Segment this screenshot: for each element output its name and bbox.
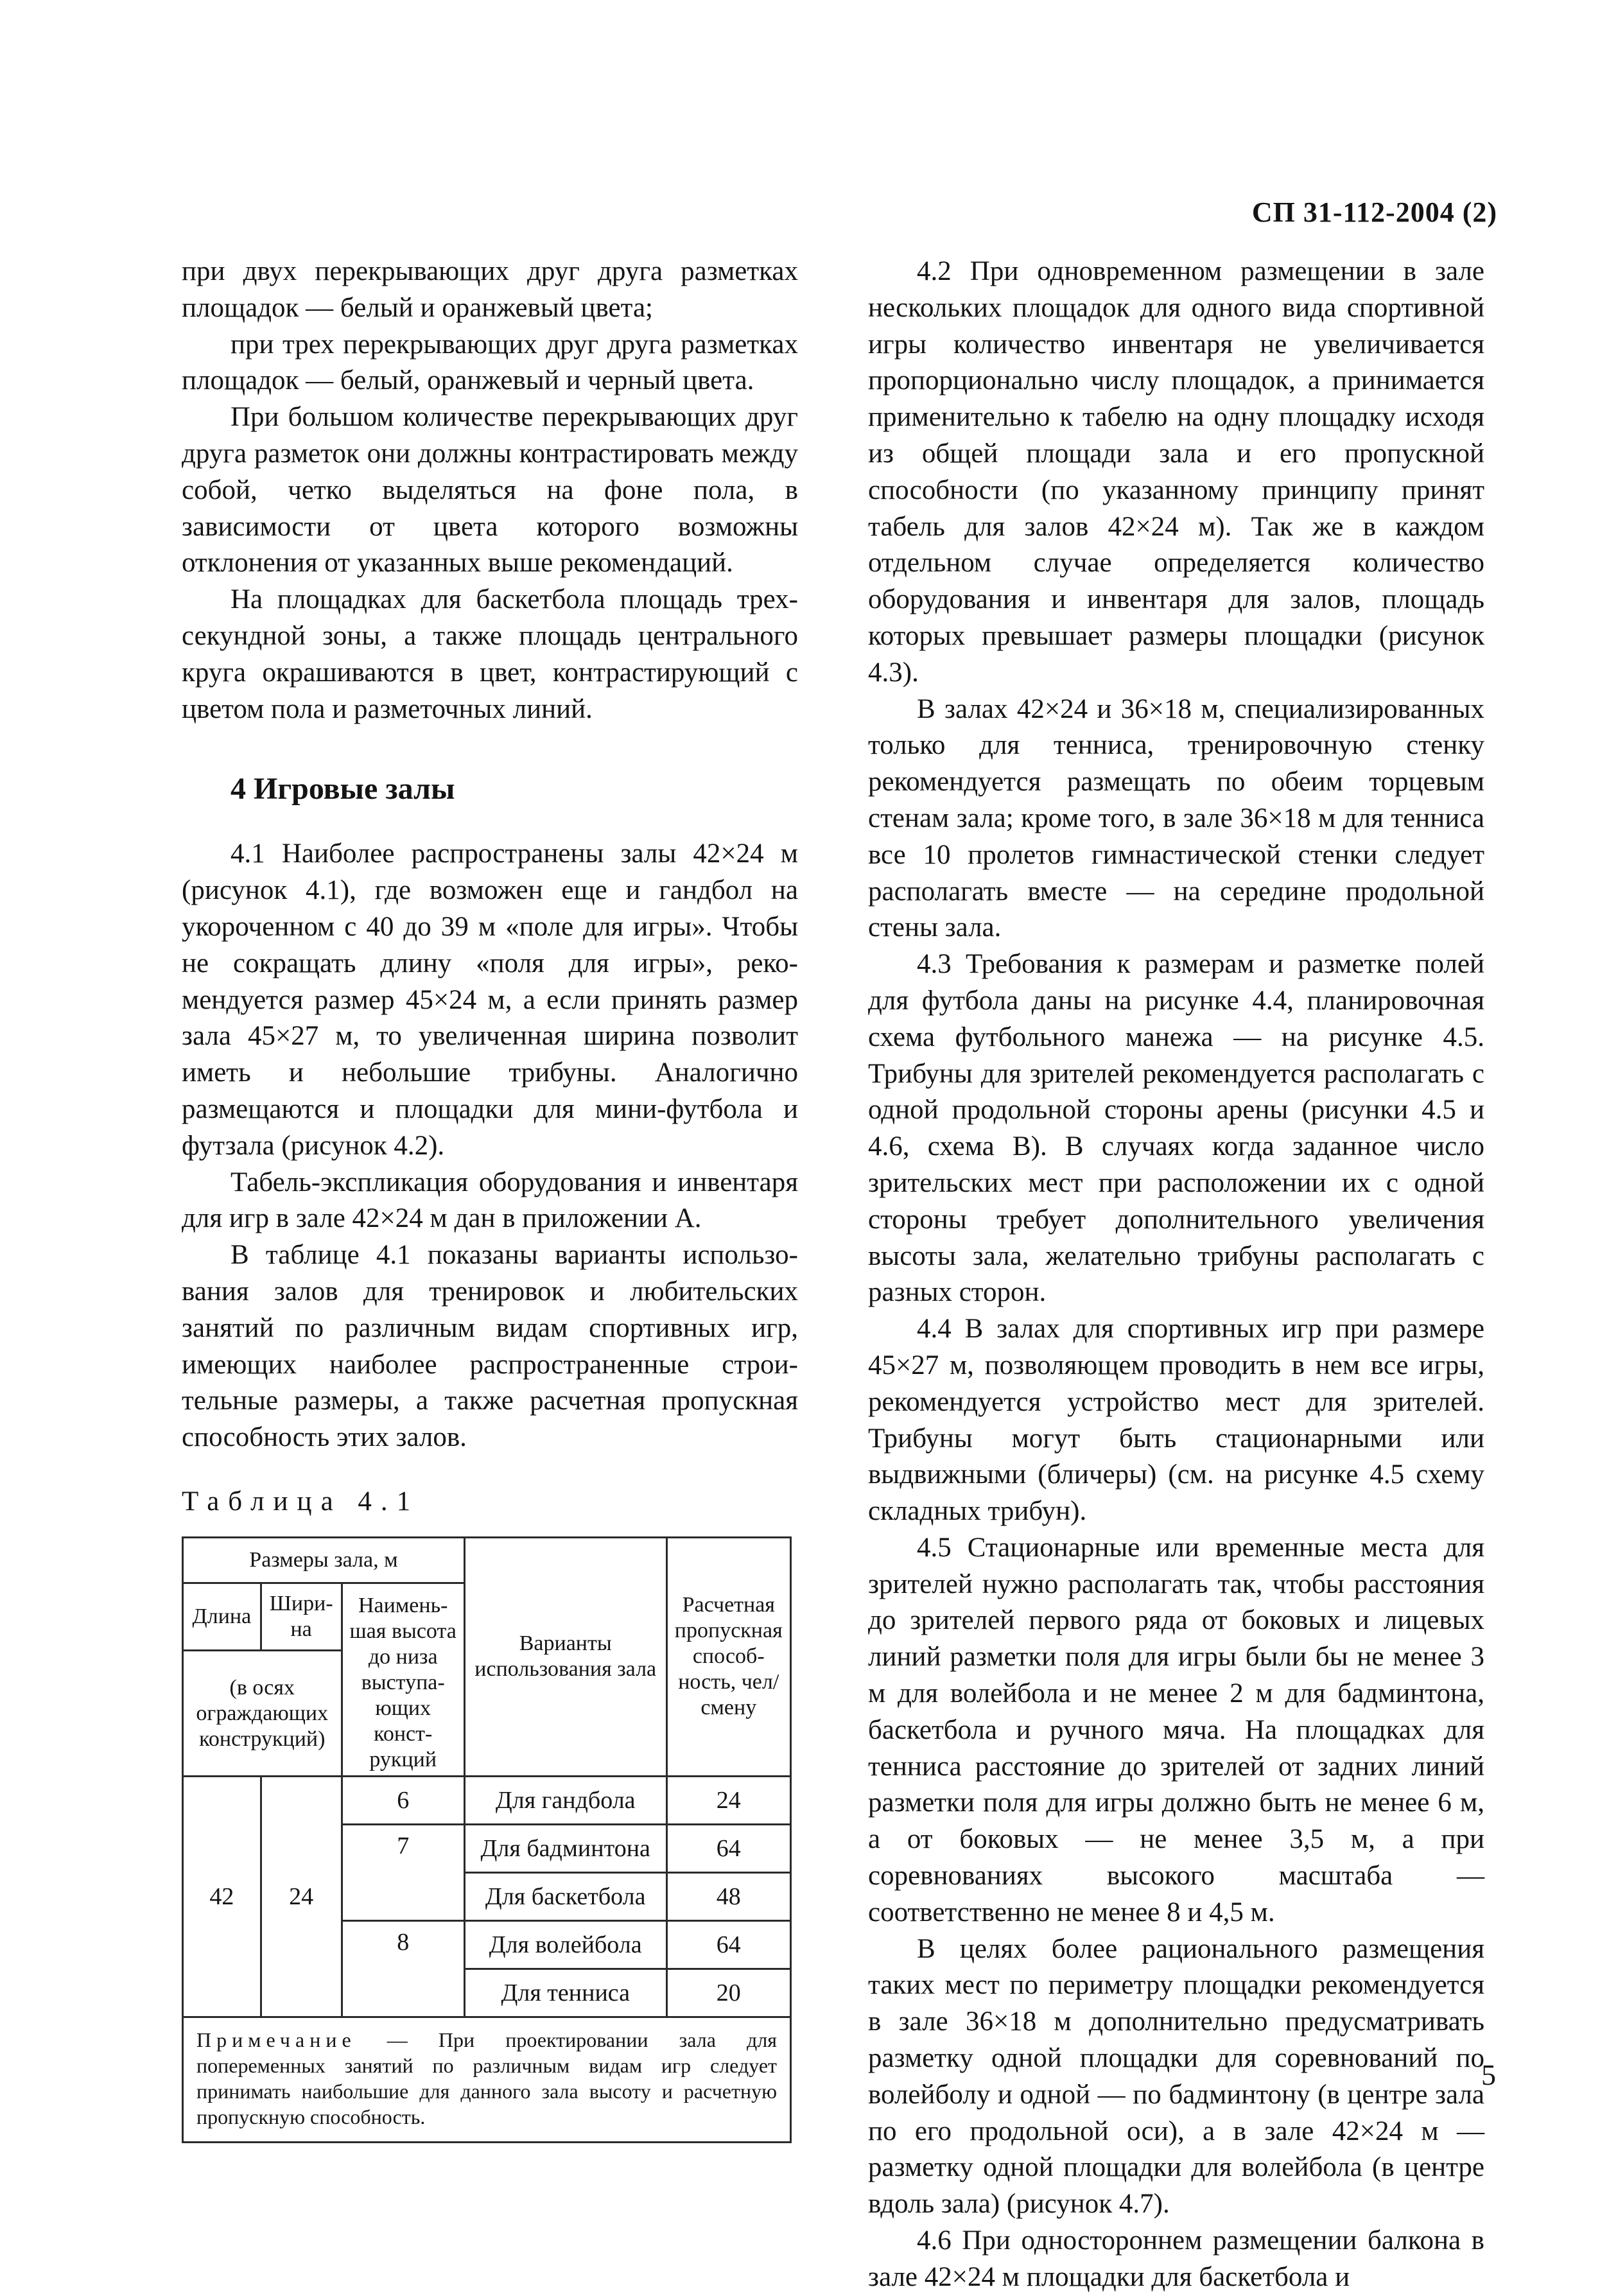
- cell-height: 6: [342, 1776, 464, 1824]
- cell-capacity: 64: [666, 1920, 790, 1969]
- paragraph: 4.4 В залах для спортивных игр при размере 45×27 м, позволяющем проводить в нем все игры, рекомендуется устройство мест для зрителей. Трибуны могут быть стационарными или выдвижными (бличеры) (см. на рисунке 4.5 схему складных трибун).: [868, 1314, 1484, 1527]
- paragraph: В целях более рационального размещения таких мест по периметру площадки рекомендуется в зале 36×18 м дополнительно предусматривать разметку одной площадки для соревнований по волейболу и одной — по бадминтону (в центре зала по его продольной оси), а в зале 42×24 м — разметку одной площадки для волейбола (в центре вдоль зала) (рисунок 4.7).: [868, 1933, 1484, 2220]
- header-axes-note: (в осях ограждающих конструкций): [183, 1651, 342, 1777]
- paragraph: при двух перекрывающих друг друга разметках площадок — белый и оранжевый цвета;: [182, 256, 798, 323]
- paragraph: При большом количестве перекрывающих друг друга разметок они должны контрастировать между собой, четко выделяться на фоне пола, в зависимости от цвета которого возможны отклонения от указанных выше рекомендаций.: [182, 402, 798, 578]
- cell-height: 7: [342, 1824, 464, 1920]
- paragraph: 4.6 При одностороннем размещении балкона в зале 42×24 м площадки для баскетбола и: [868, 2225, 1484, 2292]
- paragraph: 4.3 Требования к размерам и разметке полей для футбола даны на рисунке 4.4, планировочная схема футбольного манежа — на рисунке 4.5. Трибуны для зрителей рекомендуется располагать с одной продольной стороны арены (рисунки 4.5 и 4.6, схема В). В случаях когда заданное число зрительских мест при расположении их с одной стороны требует дополнительного увеличения высоты зала, желательно трибуны располагать с разных сторон.: [868, 949, 1484, 1308]
- header-capacity: Расчетная пропускная способность, чел/смену: [666, 1537, 790, 1776]
- cell-variant: Для гандбола: [464, 1776, 666, 1824]
- cell-capacity: 48: [666, 1872, 790, 1920]
- cell-variant: Для баскетбола: [464, 1872, 666, 1920]
- header-sizes: Размеры зала, м: [183, 1537, 465, 1583]
- table-4-1: [182, 1536, 792, 2143]
- header-variants: Варианты использования зала: [464, 1537, 666, 1776]
- header-length: Длина: [183, 1583, 261, 1650]
- header-min-height: Наименьшая высота до низа выступающих конструкций: [342, 1583, 464, 1776]
- table-caption: Таблица 4.1: [182, 1486, 420, 1517]
- paragraph: 4.1 Наиболее распространены залы 42×24 м (рисунок 4.1), где возможен еще и гандбол на укороченном с 40 до 39 м «поле для игры». Чтобы не сокращать длину «поля для игры», рекомендуется размер 45×24 м, а если принять размер зала 45×27 м, то увеличенная ширина позволит иметь и небольшие трибуны. Аналогично размещаются и площадки для мини-футбола и футзала (рисунок 4.2).: [182, 839, 798, 1161]
- note-text: — При проектировании зала для попеременных занятий по различным видам игр следует принимать наибольшие для данного зала высоту и расчетную пропускную способность.: [196, 2028, 777, 2128]
- cell-length: 42: [183, 1776, 261, 2017]
- paragraph: 4.2 При одновременном размещении в зале нескольких площадок для одного вида спортивной игры количество инвентаря не увеличивается пропорционально числу площадок, а принимается применительно к табелю на одну площадку исходя из общей площади зала и его пропускной способности (по указанному принципу принят табель для залов 42×24 м). Так же в каждом отдельном случае определяется количество оборудования и инвентаря для залов, площадь которых превышает размеры площадки (рисунок 4.3).: [868, 256, 1484, 688]
- cell-height: 8: [342, 1920, 464, 2017]
- paragraph: В таблице 4.1 показаны варианты использования залов для тренировок и любительских занятий по различным видам спортивных игр, имеющих наиболее распространенные строительные размеры, а также расчетная пропускная способность этих залов.: [182, 1240, 798, 1453]
- paragraph: при трех перекрывающих друг друга разметках площадок — белый, оранжевый и черный цвета.: [182, 329, 798, 396]
- document-header: СП 31-112-2004 (2): [1251, 196, 1497, 228]
- cell-capacity: 24: [666, 1776, 790, 1824]
- paragraph: Табель-экспликация оборудования и инвентаря для игр в зале 42×24 м дан в приложении А.: [182, 1167, 798, 1234]
- cell-capacity: 20: [666, 1969, 790, 2017]
- cell-variant: Для тенниса: [464, 1969, 666, 2017]
- cell-width: 24: [261, 1776, 342, 2017]
- paragraph: На площадках для баскетбола площадь трехсекундной зоны, а также площадь центрального круга окрашиваются в цвет, контрастирующий с цветом пола и разметочных линий.: [182, 584, 798, 724]
- cell-capacity: 64: [666, 1824, 790, 1872]
- header-width: Ширина: [261, 1583, 342, 1650]
- cell-variant: Для бадминтона: [464, 1824, 666, 1872]
- paragraph: 4.5 Стационарные или временные места для зрителей нужно располагать так, чтобы расстояния до зрителей первого ряда от боковых и лицевых линий разметки поля для игры были бы не менее 3 м для волейбола и не менее 2 м для бадминтона, баскетбола и ручного мяча. На площадках для тенниса расстояние до зрителей от задних линий разметки поля для игры должно быть не менее 6 м, а от боковых — не менее 3,5 м, а при соревнованиях высокого масштаба — соответственно не менее 8 и 4,5 м.: [868, 1532, 1484, 1927]
- page-number: 5: [1481, 2058, 1496, 2091]
- cell-variant: Для волейбола: [464, 1920, 666, 1969]
- note-label: Примечание: [196, 2028, 356, 2051]
- right-column: [868, 254, 1484, 2296]
- table-note: [183, 2017, 791, 2142]
- section-title: 4 Игровые залы: [230, 772, 455, 806]
- left-column: [182, 254, 798, 2143]
- paragraph: В залах 42×24 и 36×18 м, специализированных только для тенниса, тренировочную стенку рекомендуется размещать по обеим торцевым стенам зала; кроме того, в зале 36×18 м для тенниса все 10 пролетов гимнастической стенки следует располагать вместе — на середине продольной стены зала.: [868, 693, 1484, 943]
